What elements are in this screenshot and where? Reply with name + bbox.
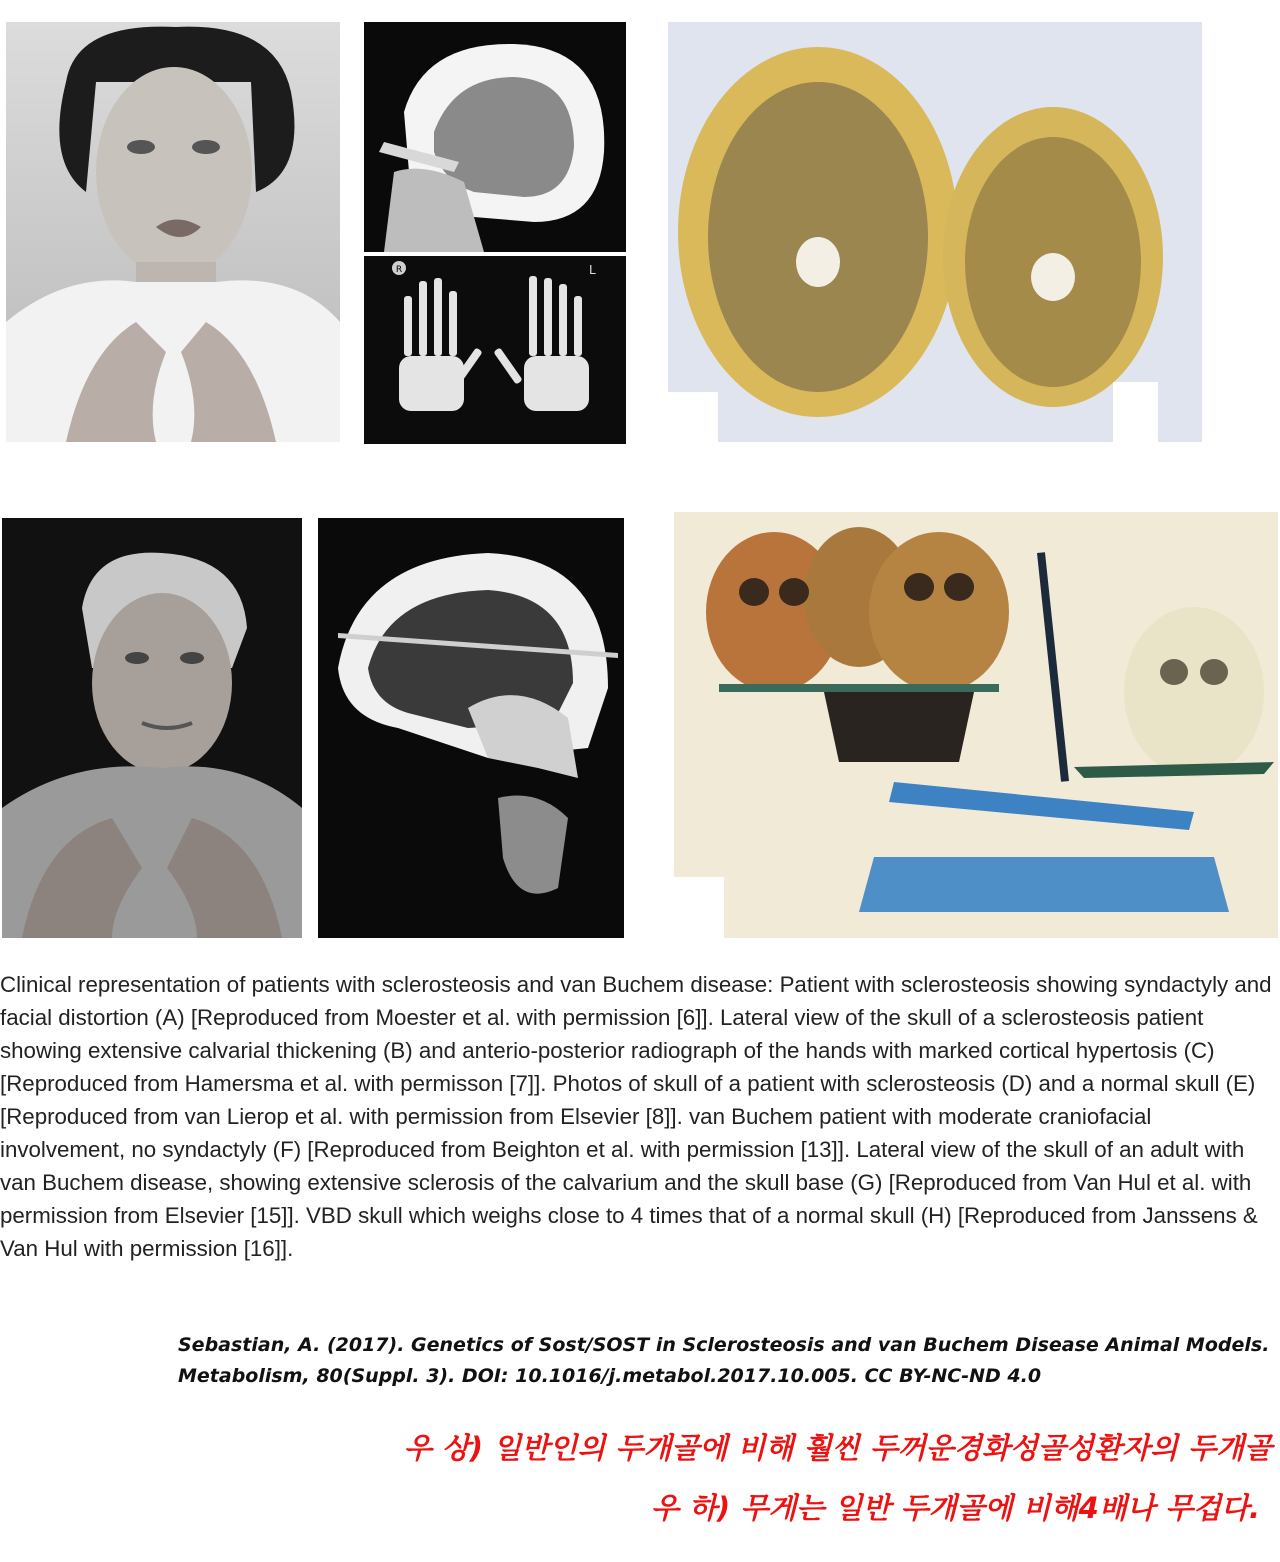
panel-f-van-buchem-patient-photo	[2, 518, 302, 938]
xray-marker-r: R	[395, 265, 403, 275]
korean-note-upper-right: 우 상) 일반인의 두개골에 비해 훨씬 두꺼운경화성골성환자의 두개골	[403, 1431, 1272, 1465]
panel-de-skull-interiors	[668, 22, 1202, 442]
panel-h-skulls-on-scale	[674, 512, 1278, 938]
panel-c-hands-xray	[364, 256, 626, 444]
xray-marker-l: L	[589, 263, 596, 277]
citation-line-1: Sebastian, A. (2017). Genetics of Sost/SOST in Sclerosteosis and van Buchem Disease Animal Models.	[178, 1334, 1270, 1356]
figure-caption: Clinical representation of patients with sclerosteosis and van Buchem disease: Patient with sclerosteosis showing syndactyly and facial distortion (A) [Reproduced from Moester et al. with permission [6]]. Lateral view of the skull of a sclerosteosis patient showing extensive calvarial thickening (B) and anterio-posterior radiograph of the hands with marked cortical hypertosis (C) [Reproduced from Hamersma et al. with permisson [7]]. Photos of skull of a patient with sclerosteosis (D) and a normal skull (E) [Reproduced from van Lierop et al. with permission from Elsevier [8]]. van Buchem patient with moderate craniofacial involvement, no syndactyly (F) [Reproduced from Beighton et al. with permission [13]]. Lateral view of the skull of an adult with van Buchem disease, showing extensive sclerosis of the calvarium and the skull base (G) [Reproduced from Van Hul et al. with permission from Elsevier [15]]. VBD skull which weighs close to 4 times that of a normal skull (H) [Reproduced from Janssens & Van Hul with permission [16]].	[0, 972, 1272, 1261]
panel-b-skull-xray	[364, 22, 626, 252]
citation	[178, 1330, 1268, 1392]
citation-line-2: Metabolism, 80(Suppl. 3). DOI: 10.1016/j.metabol.2017.10.005. CC BY-NC-ND 4.0	[178, 1365, 1042, 1387]
panel-a-sclerosteosis-patient-photo	[6, 22, 340, 442]
korean-note-lower-right: 우 하) 무게는 일반 두개골에 비해4배나 무겁다.	[650, 1491, 1260, 1525]
panel-g-van-buchem-skull-xray	[318, 518, 624, 938]
